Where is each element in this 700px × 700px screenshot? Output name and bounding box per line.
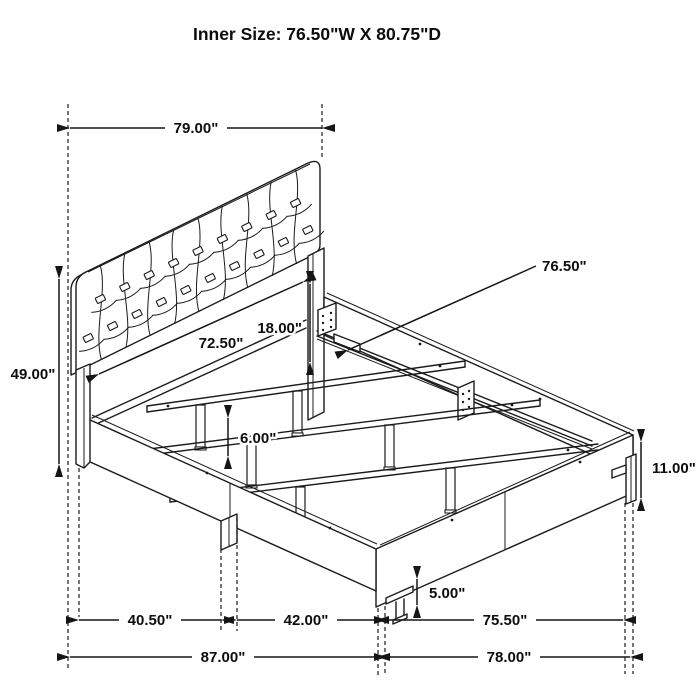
dim-18-label: 18.00" bbox=[257, 320, 302, 337]
left-side-rail bbox=[88, 415, 377, 591]
slat-leg bbox=[246, 443, 257, 488]
right-side-rail bbox=[324, 293, 634, 473]
dim-7250-label: 72.50" bbox=[198, 335, 244, 352]
front-center-leg bbox=[221, 514, 237, 550]
dim-42-label: 42.00" bbox=[283, 612, 329, 629]
dim-panel-height-18 bbox=[257, 284, 310, 362]
dim-79-label: 79.00" bbox=[173, 120, 219, 137]
dim-4050-label: 40.50" bbox=[127, 612, 173, 629]
dim-overall-width-79 bbox=[70, 120, 322, 137]
dim-49-label: 49.00" bbox=[10, 366, 56, 383]
dim-87-label: 87.00" bbox=[200, 649, 246, 666]
dim-11-label: 11.00" bbox=[652, 460, 696, 477]
dim-headboard-height-49 bbox=[11, 279, 59, 464]
page-title: Inner Size: 76.50"W X 80.75"D bbox=[192, 24, 442, 44]
dim-78-label: 78.00" bbox=[486, 649, 532, 666]
footboard bbox=[376, 432, 633, 607]
headboard-left-post bbox=[76, 364, 90, 468]
dim-7650-label: 76.50" bbox=[542, 258, 587, 275]
dim-7550-label: 75.50" bbox=[482, 612, 528, 629]
support-slat-1 bbox=[147, 361, 465, 450]
dim-width-78 bbox=[387, 649, 630, 666]
dim-rail-height-11 bbox=[641, 442, 696, 498]
dim-6-label: 6.00" bbox=[240, 430, 277, 447]
dim-span-42 bbox=[237, 612, 376, 629]
dim-span-7550 bbox=[387, 612, 623, 629]
slat-leg bbox=[445, 468, 456, 513]
dim-5-label: 5.00" bbox=[429, 585, 466, 602]
dim-span-4050 bbox=[79, 612, 221, 629]
dim-depth-87 bbox=[70, 649, 377, 666]
slat-leg bbox=[384, 425, 395, 470]
